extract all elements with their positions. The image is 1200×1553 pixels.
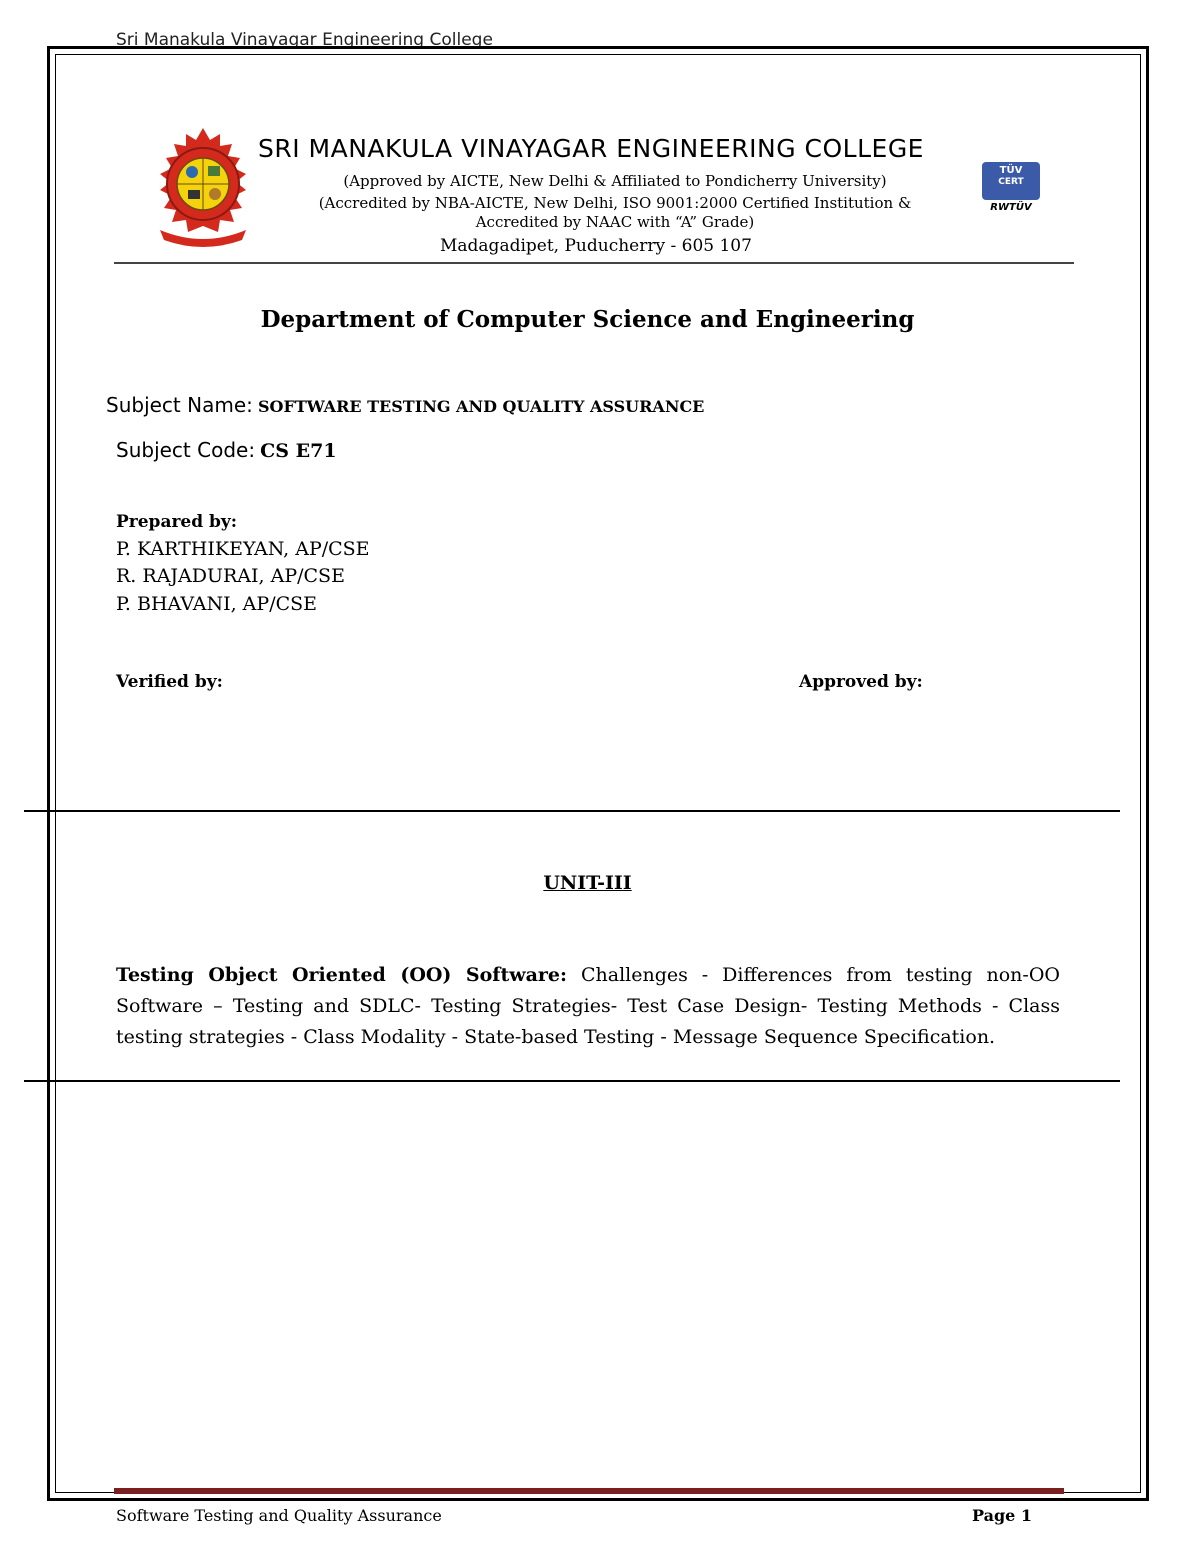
preparer-2: R. RAJADURAI, AP/CSE <box>116 565 345 587</box>
syllabus-body: Challenges - Differences from testing non-OO Software – Testing and SDLC- Testing Strategies- Test Case Design- Testing Methods - Class testing strategies - Class Modality - State-based Testing - Message Sequence Specification. <box>116 964 1060 1048</box>
section-rule-bottom <box>24 1080 1120 1082</box>
preparer-1: P. KARTHIKEYAN, AP/CSE <box>116 538 370 560</box>
prepared-by-label: Prepared by: <box>116 512 238 532</box>
unit-title: UNIT-III <box>543 872 632 894</box>
header-rule <box>114 262 1074 264</box>
cert-badge-label: RWTÜV <box>990 202 1032 213</box>
footer-page-number: Page 1 <box>972 1506 1033 1525</box>
subject-code-label: Subject Code: <box>116 438 256 462</box>
subject-name-value: SOFTWARE TESTING AND QUALITY ASSURANCE <box>257 397 705 416</box>
footer-course-title: Software Testing and Quality Assurance <box>116 1506 442 1525</box>
running-header: Sri Manakula Vinayagar Engineering College <box>116 30 493 50</box>
subject-name-label: Subject Name: <box>106 393 253 417</box>
approved-by-label: Approved by: <box>799 672 923 692</box>
certification-badge <box>982 162 1042 218</box>
subject-code-value: CS E71 <box>260 440 337 462</box>
college-accreditation-1: (Accredited by NBA-AICTE, New Delhi, ISO 9001:2000 Certified Institution & <box>318 194 912 212</box>
college-logo <box>150 124 256 248</box>
subject-name-row <box>106 393 704 417</box>
section-rule-top <box>24 810 1120 812</box>
syllabus-lead: Testing Object Oriented (OO) Software: <box>116 964 568 986</box>
college-address: Madagadipet, Puducherry - 605 107 <box>440 236 752 256</box>
cert-badge-top-text: TÜV <box>999 165 1023 176</box>
verified-by-label: Verified by: <box>116 672 223 692</box>
cert-badge-mid-text: CERT <box>998 177 1024 187</box>
college-accreditation-2: Accredited by NAAC with “A” Grade) <box>475 213 755 231</box>
page-border-inner <box>55 54 1141 1493</box>
subject-code-row <box>116 438 337 462</box>
footer-rule <box>114 1488 1064 1494</box>
department-title: Department of Computer Science and Engineering <box>260 306 915 333</box>
unit-syllabus <box>116 960 1060 1053</box>
college-name: SRI MANAKULA VINAYAGAR ENGINEERING COLLEGE <box>258 134 924 163</box>
preparer-3: P. BHAVANI, AP/CSE <box>116 593 318 615</box>
college-approval: (Approved by AICTE, New Delhi & Affiliated to Pondicherry University) <box>343 172 887 190</box>
